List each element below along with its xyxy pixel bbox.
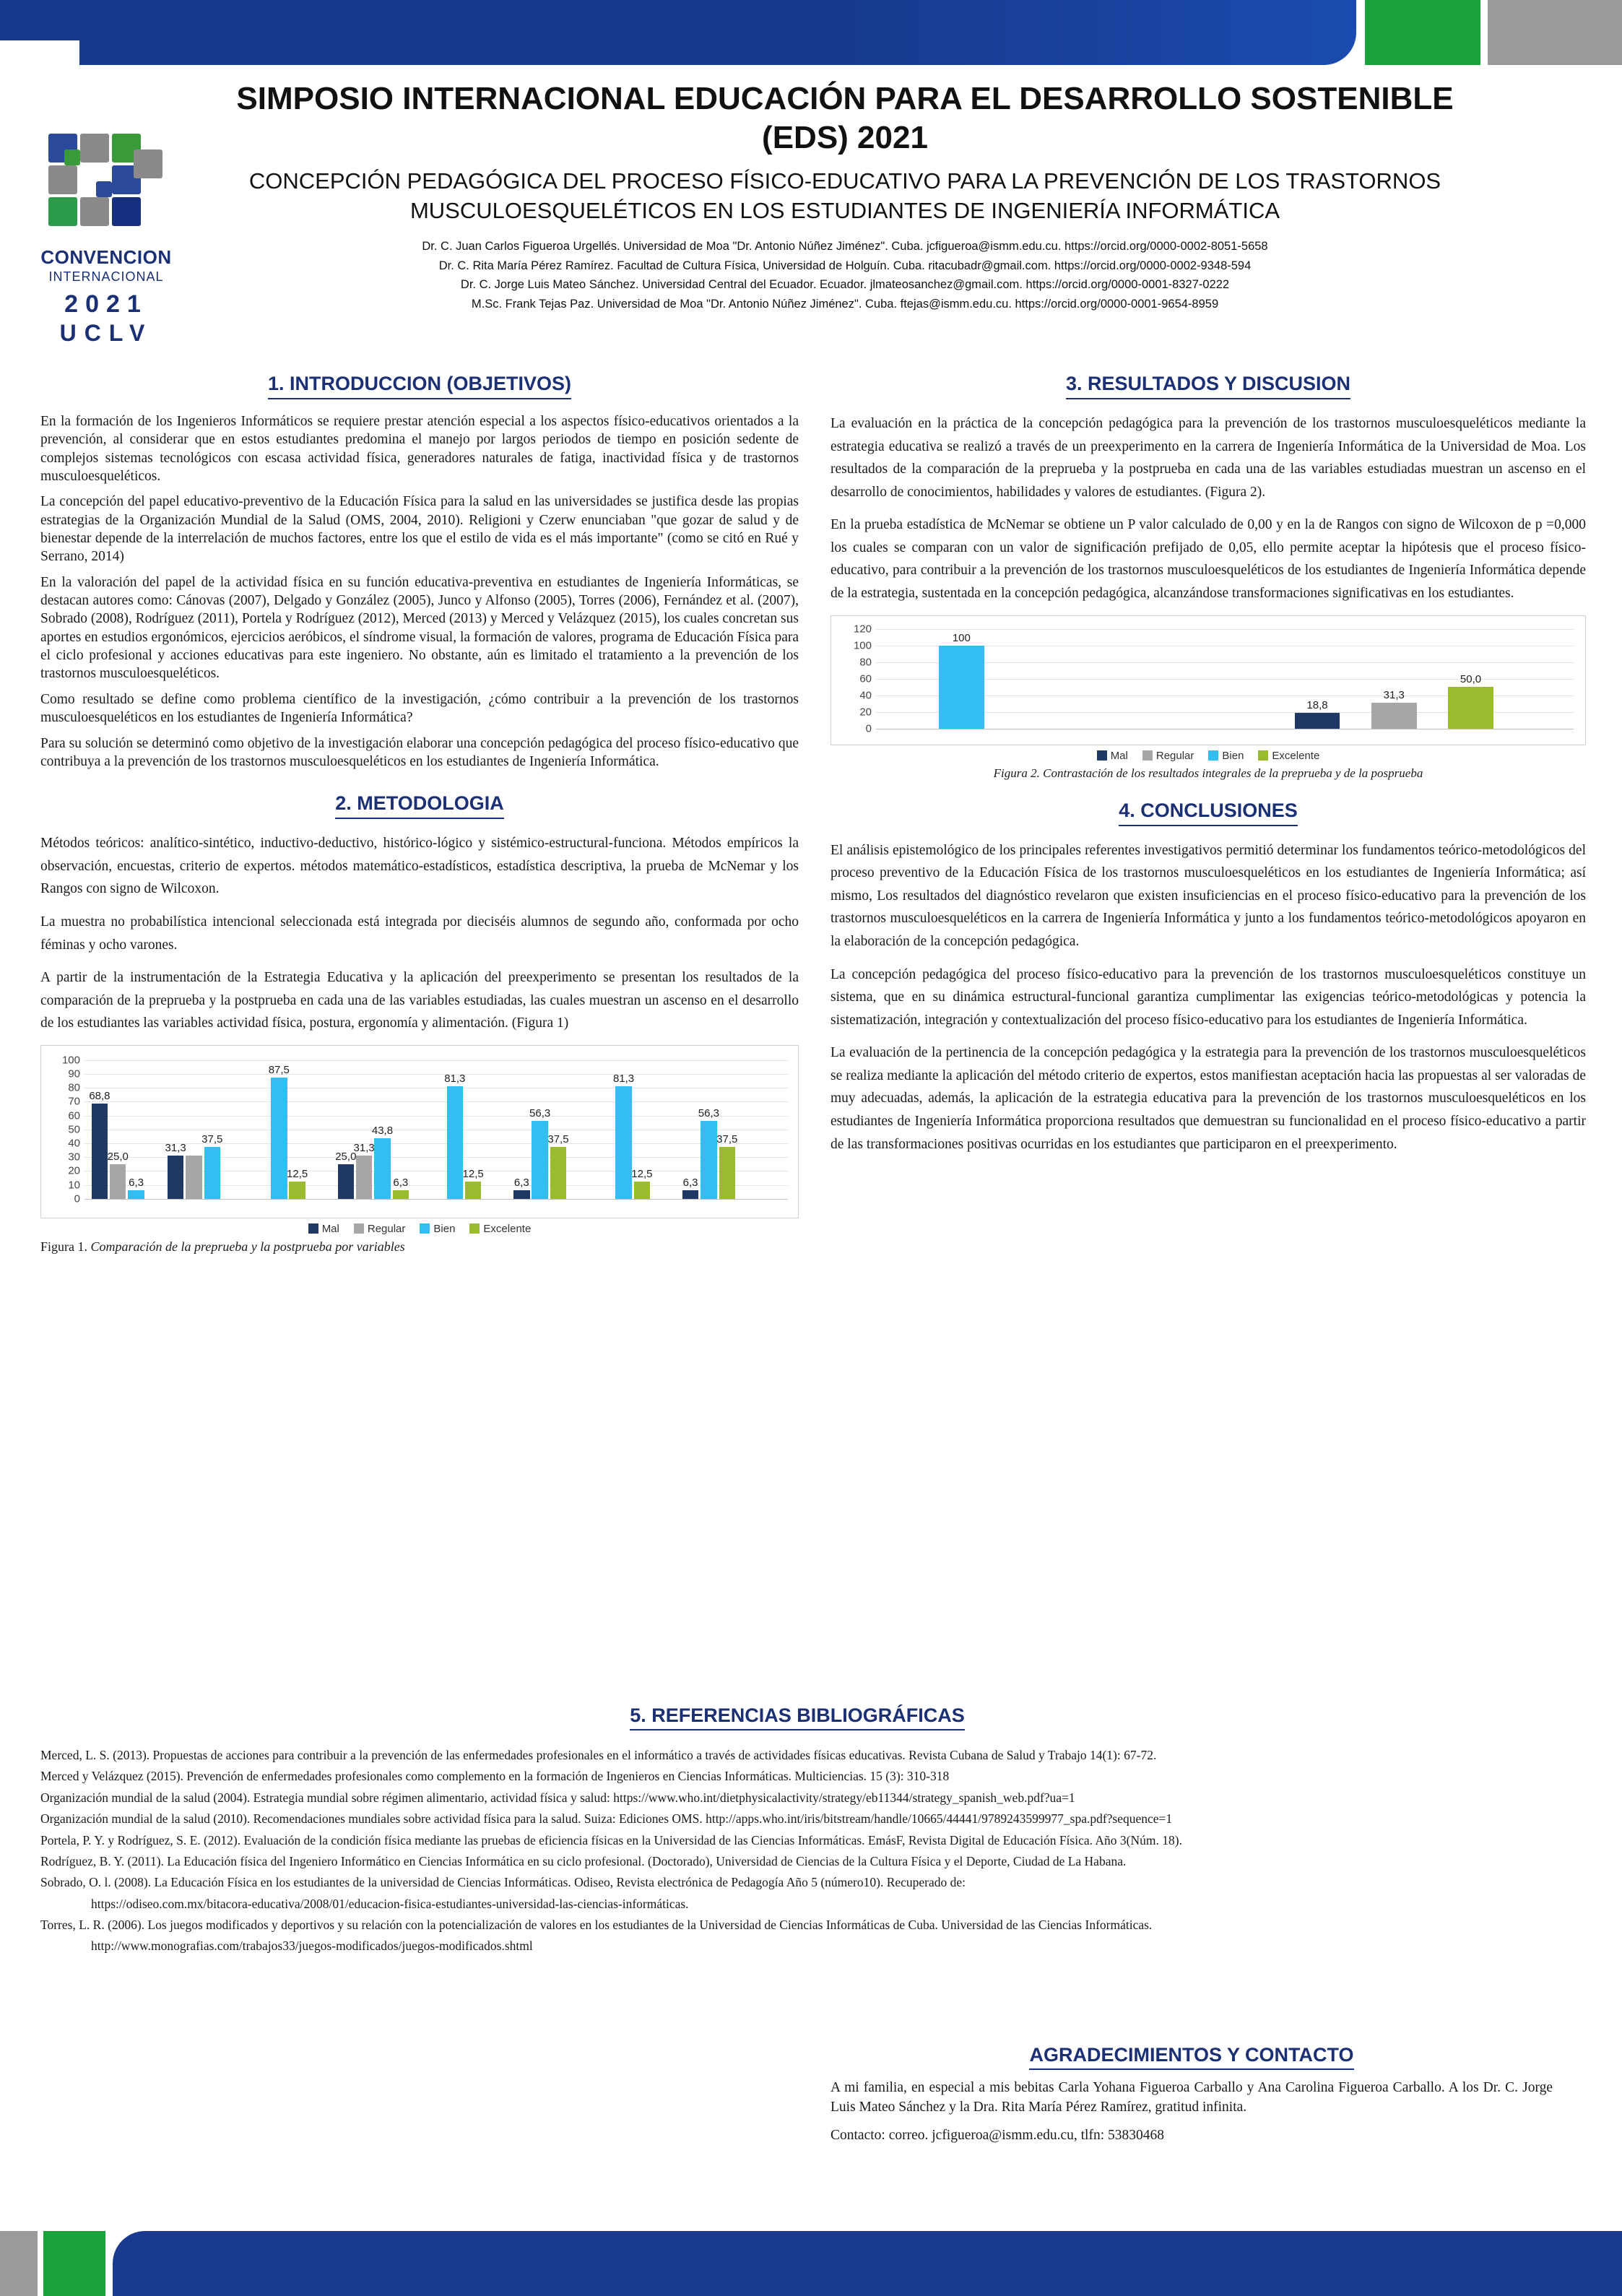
figure-1-caption-text: Comparación de la preprueba y la postprueba por variables [90,1239,405,1254]
y-tick-label: 100 [61,1054,80,1067]
chart-figura1-plot [61,1054,788,1205]
y-tick-label: 0 [865,722,872,735]
legend-swatch-icon [1258,750,1268,761]
left-column [40,373,799,1255]
legend-label: Mal [1110,749,1128,762]
bar-bien [529,1106,551,1199]
legend-swatch-icon [1142,750,1153,761]
bar-value-label: 25,0 [107,1150,129,1163]
section-heading-conclusiones: 4. CONCLUSIONES [1119,800,1298,826]
legend-label: Regular [367,1222,406,1235]
author-list [173,237,1517,314]
y-tick-label: 0 [74,1192,80,1205]
figure-1 [40,1045,799,1255]
legend-item-excelente [1258,750,1319,762]
reference-item-url[interactable]: http://www.monografias.com/trabajos33/juegos-modificados/juegos-modificados.shtml [91,1938,533,1954]
bar-excelente [547,1132,569,1199]
bottom-blue-banner [113,2231,1622,2296]
legend-item-regular [354,1223,406,1235]
chart-figura1 [40,1045,799,1218]
bar-value-label: 12,5 [631,1167,653,1180]
bar-mal [513,1176,529,1199]
author-line: Dr. C. Rita María Pérez Ramírez. Facultad de Cultura Física, Universidad de Holguín. Cuba. ritacubadr@gmail.com. https://orcid.org/0000-0002-9348-594 [438,259,1252,272]
section-resultados-header-wrap [830,373,1586,412]
reference-item: Organización mundial de la salud (2004). Estrategia mundial sobre régimen alimentario, actividad física y salud: https://www.who.int/dietphysicalactivity/strategy/eb11344/strategy_spanish_web.pdf?ua=1 [40,1790,1075,1805]
bar-excelente [716,1132,738,1199]
bar-value-label: 81,3 [444,1072,466,1085]
references-section [40,1704,1554,1959]
bar-excelente [287,1167,308,1199]
y-tick-label: 70 [68,1095,80,1108]
bar-value-label: 6,3 [682,1176,698,1189]
title-line-2: (EDS) 2021 [762,119,928,155]
legend-item-mal [308,1223,339,1235]
chart-figura1-legend [40,1223,799,1235]
bar-regular [1371,688,1417,729]
metodologia-paragraph: La muestra no probabilística intencional seleccionada está integrada por dieciséis alumnos de segundo año, conformada por ocho féminas y ocho varones. [40,914,799,953]
section-heading-agradecimientos: AGRADECIMIENTOS Y CONTACTO [1029,2044,1353,2070]
intro-paragraph: La concepción del papel educativo-preventivo de la Educación Física para la salud en las universidades se justifica desde las propias estrategias de la Organización Mundial de la Salud (OMS, 2004, 2010). Religioni y Czerw enunciaban "que gozar de salud y de bienestar depende de la interrelación de muchos factores, entre los que el estilo de vida es el más importante" (como se citó en Rué y Serrano, 2014) [40,494,799,565]
bar-value-label: 87,5 [268,1063,290,1076]
logo-line-4: UCLV [59,320,153,346]
bar-excelente [631,1167,653,1199]
intro-paragraph: Para su solución se determinó como objetivo de la investigación elaborar una concepción pedagógica del proceso físico-educativo que contribuya a la prevención de los trastornos musculoesqueléticos en los estudiantes de Ingeniería Informática. [40,735,799,769]
y-tick-label: 80 [68,1081,80,1094]
y-tick-label: 10 [68,1179,80,1192]
bar-bien [201,1132,223,1199]
author-line: Dr. C. Juan Carlos Figueroa Urgellés. Universidad de Moa "Dr. Antonio Núñez Jiménez". Cuba. jcfigueroa@ismm.edu.cu. https://orcid.org/0000-0002-8051-5658 [422,239,1268,253]
bar-value-label: 100 [952,631,971,644]
bar-mal [165,1141,186,1199]
contact-line: Contacto: correo. jcfigueroa@ismm.edu.cu, tlfn: 53830468 [830,2127,1165,2143]
reference-item-url[interactable]: https://odiseo.com.mx/bitacora-educativa/2008/01/educacion-fisica-estudiantes-universidad-las-ciencias-informáticas. [91,1896,689,1911]
bar-bien [444,1072,466,1199]
resultados-paragraph: En la prueba estadística de McNemar se obtiene un P valor calculado de 0,00 y en la de Rangos con signo de Wilcoxon de p =0,000 los cuales se comparan con un valor de significación prefijado de 0,05, ello permite aceptar la hipótesis que el proceso físico-educativo, para contribuir a la prevención de los trastornos musculoesqueléticos de los estudiantes de Ingeniería Informática depende de la estrategia, sustentada en la concepción pedagógica, alcanzándose transformaciones significativas en los estudiantes. [830,517,1586,602]
figure-2 [830,615,1586,781]
bar-value-label: 18,8 [1306,698,1328,711]
section-heading-resultados: 3. RESULTADOS Y DISCUSION [1066,373,1350,399]
bar-value-label: 43,8 [371,1124,394,1137]
logo-mosaic-icon [48,134,164,242]
title-line-1: SIMPOSIO INTERNACIONAL EDUCACIÓN PARA EL DESARROLLO SOSTENIBLE [236,81,1454,116]
intro-paragraph: En la formación de los Ingenieros Informáticos se requiere prestar atención especial a los aspectos físico-educativos orientados a la prevención, al considerar que en estos estudiantes predomina el manejo por largos periodos de tiempo en posición sedente de complejos sistemas tecnológicos con escasa actividad física, generadores naturales de fatiga, inactividad física y de trastornos musculoesqueléticos. [40,414,799,485]
bottom-green-block [43,2231,105,2296]
legend-swatch-icon [1208,750,1218,761]
bar-value-label: 6,3 [393,1176,409,1189]
bar-regular [186,1156,201,1199]
chart-figura2-legend [830,750,1586,762]
top-green-block [1365,0,1480,65]
section-heading-referencias: 5. REFERENCIAS BIBLIOGRÁFICAS [630,1704,965,1730]
reference-item: Sobrado, O. l. (2008). La Educación Física en los estudiantes de la universidad de Ciencias Informáticas. Odiseo, Revista electrónica de Pedagogía Año 5 (número10). Recuperado de: [40,1875,966,1890]
y-tick-label: 90 [68,1067,80,1080]
bar-excelente [462,1167,484,1199]
conclusiones-paragraph: La concepción pedagógica del proceso físico-educativo para la prevención de los trastornos musculoesqueléticos constituye un sistema, que en su dinámica estructural-funcional garantiza cumplimentar las exigencias teórico-metodológicas y potencia la sistematización, integración y contextualización del proceso físico-educativo para los estudiantes de Ingeniería Informática. [830,966,1586,1028]
bar-value-label: 37,5 [547,1132,569,1145]
bar-bien [612,1072,635,1199]
acknowledgements-section [830,2044,1553,2146]
page-title [173,79,1517,157]
logo-line-3: 2021 [64,290,148,318]
page-subtitle [173,167,1517,225]
intro-paragraph: Como resultado se define como problema científico de la investigación, ¿cómo contribuir a la prevención de los trastornos musculoesqueléticos en los estudiantes de Ingeniería Informática? [40,691,799,726]
section-intro-header-wrap [40,373,799,412]
bar-mal [89,1089,110,1199]
y-tick-label: 100 [853,639,872,652]
legend-label: Mal [321,1222,339,1235]
acknowledgements-header-wrap [830,2044,1553,2070]
right-column [830,373,1586,1166]
bar-value-label: 50,0 [1460,673,1482,686]
bar-bien [128,1176,144,1199]
reference-item: Merced y Velázquez (2015). Prevención de enfermedades profesionales como complemento en la formación de Ingenieros en Ciencias Informáticas. Multiciencias. 15 (3): 310-318 [40,1769,950,1784]
reference-item: Organización mundial de la salud (2010). Recomendaciones mundiales sobre actividad física para la salud. Suiza: Ediciones OMS. http://apps.who.int/iris/bitstream/handle/10665/44441/9789243599977_spa.pdf?sequence=1 [40,1811,1173,1827]
y-tick-label: 120 [853,623,872,636]
legend-label: Excelente [483,1222,532,1235]
bar-bien [698,1106,720,1199]
legend-item-bien [1208,750,1244,762]
legend-item-mal [1097,750,1128,762]
bar-value-label: 56,3 [529,1106,551,1119]
y-tick-label: 20 [859,706,872,719]
reference-item: Merced, L. S. (2013). Propuestas de acciones para contribuir a la prevención de las enfermedades profesionales en el informático a través de actividades físicas educativas. Revista Cubana de Salud y Trabajo 14(1): 67-72. [40,1748,1157,1762]
section-metodologia-header-wrap [40,792,799,832]
reference-item: Rodríguez, B. Y. (2011). La Educación física del Ingeniero Informático en Ciencias Informática en su ciclo profesional. (Doctorado), Universidad de Ciencias de la Cultura Física y el Deporte, Ciudad de La Habana. [40,1853,1127,1868]
legend-label: Regular [1155,749,1194,762]
legend-item-bien [420,1223,455,1235]
bar-regular [353,1141,375,1199]
bar-bien [371,1124,394,1199]
y-tick-label: 20 [68,1164,80,1177]
conclusiones-paragraph: El análisis epistemológico de los principales referentes investigativos permitió determinar los fundamentos teórico-metodológicos del proceso preventivo de la Educación Física de los trastornos musculoesqueléticos en los estudiantes de Ingeniería Informática; así mismo, Los resultados del diagnóstico revelaron que existen insuficiencias en el proceso físico-educativo para la prevención de los trastornos musculoesqueléticos en la carrera de Ingeniería Informática y junto a los fundamentos teórico-metodológicos apoyaron en la elaboración de la concepción pedagógica. [830,842,1586,949]
bar-value-label: 56,3 [698,1106,720,1119]
bar-value-label: 25,0 [335,1150,357,1163]
reference-item: Portela, P. Y. y Rodríguez, S. E. (2012). Evaluación de la condición física mediante las pruebas de eficiencia físicas en la Universidad de las Ciencias Informáticas. EmásF, Revista Digital de Educación Física. Año 3(Núm. 18). [40,1832,1182,1847]
subtitle-line-1: CONCEPCIÓN PEDAGÓGICA DEL PROCESO FÍSICO-EDUCATIVO PARA LA PREVENCIÓN DE LOS TRASTORNOS [248,168,1441,194]
bar-mal [682,1176,698,1199]
references-list [40,1746,1554,1956]
intro-paragraph: En la valoración del papel de la actividad física en su función educativa-preventiva en estudiantes de Ingeniería Informáticas, se destacan autores como: Cánovas (2007), Delgado y González (2005), Junco y Alfonso (2005), Torres (2006), Fernández et al. (2007), Sobrado (2008), Rodríguez (2011), Portela y Rodríguez (2012), Merced (2013) y Merced y Velázquez (2015), los cuales concretan sus aportes en estudios ergonómicos, ejercicios aeróbicos, el síndrome visual, la formación de valores, programa de Educación Física para el ciclo profesional y acciones educativas para este ingeniero. No obstante, aún es limitado el tratamiento a la prevención de los trastornos musculoesqueléticos. [40,574,799,682]
author-line: M.Sc. Frank Tejas Paz. Universidad de Moa "Dr. Antonio Núñez Jiménez". Cuba. ftejas@ismm.edu.cu. https://orcid.org/0000-0001-9654-8959 [471,298,1219,311]
bar-value-label: 37,5 [201,1132,223,1145]
top-gray-block [1488,0,1622,65]
resultados-paragraph: La evaluación en la práctica de la concepción pedagógica para la prevención de los trastornos musculoesqueléticos mediante la estrategia educativa se realizó a través de un preexperimento en la carrera de Ingeniería Informática de la Universidad de Moa. Los resultados de la comparación de la preprueba y la postprueba en cada una de las variables estudiadas muestran un ascenso en el desarrollo de conocimientos, habilidades y valores de estudiantes. (Figura 2). [830,416,1586,500]
metodologia-paragraph: A partir de la instrumentación de la Estrategia Educativa y la aplicación del preexperimento se presentan los resultados de la comparación de la preprueba y la postprueba en cada una de las variables estudiadas, las cuales muestran un ascenso en el desarrollo de los estudiantes las variables actividad física, postura, ergonomía y alimentación. (Figura 1) [40,970,799,1031]
legend-swatch-icon [1097,750,1107,761]
chart-figura2 [830,615,1586,745]
section-heading-introduccion: 1. INTRODUCCION (OBJETIVOS) [268,373,571,399]
y-tick-label: 50 [68,1123,80,1136]
bar-value-label: 81,3 [612,1072,635,1085]
reference-item: Torres, L. R. (2006). Los juegos modificados y deportivos y su relación con la potencialización de valores en los estudiantes de la Universidad de Ciencias Informáticas de Cuba. Universidad de las Ciencias Informáticas. [40,1918,1153,1932]
y-tick-label: 40 [68,1137,80,1150]
bar-value-label: 31,3 [353,1141,375,1154]
legend-label: Bien [433,1222,456,1235]
section-heading-metodologia: 2. METODOLOGIA [335,792,504,819]
bar-value-label: 12,5 [462,1167,484,1180]
top-white-notch [0,40,79,65]
poster-header [173,79,1517,314]
y-tick-label: 60 [859,672,872,685]
subtitle-line-2: MUSCULOESQUELÉTICOS EN LOS ESTUDIANTES DE INGENIERÍA INFORMÁTICA [409,197,1280,223]
y-tick-label: 60 [68,1109,80,1122]
acknowledgements-paragraph: A mi familia, en especial a mis bebitas Carla Yohana Figueroa Carballo y Ana Carolina Figueroa Carballo. A los Dr. C. Jorge Luis Mateo Sánchez y la Dra. Rita María Pérez Ramírez, gratitud infinita. [830,2080,1553,2115]
metodologia-paragraph: Métodos teóricos: analítico-sintético, inductivo-deductivo, histórico-lógico y sistémico-estructural-funciona. Métodos empíricos la observación, encuestas, criterio de expertos. métodos matemático-estadísticos, estadística descriptiva, la prueba de McNemar y los Rangos con signo de Wilcoxon. [40,836,799,897]
legend-swatch-icon [420,1223,430,1234]
section-conclusiones-header-wrap [830,800,1586,839]
y-tick-label: 30 [68,1151,80,1164]
bar-excelente [1448,673,1493,729]
bar-value-label: 68,8 [89,1089,110,1102]
convention-logo [27,134,185,358]
figure-1-caption [40,1239,799,1255]
logo-line-2: INTERNACIONAL [48,269,164,284]
bar-mal [335,1150,357,1199]
bar-value-label: 31,3 [165,1141,186,1154]
legend-swatch-icon [469,1223,480,1234]
bar-value-label: 6,3 [129,1176,144,1189]
y-tick-label: 40 [859,689,872,702]
legend-swatch-icon [354,1223,364,1234]
bar-value-label: 12,5 [287,1167,308,1180]
figure-2-caption: Figura 2. Contrastación de los resultados integrales de la preprueba y de la posprueba [993,766,1423,780]
legend-label: Bien [1222,749,1244,762]
bar-bien [939,631,984,729]
bar-excelente [393,1176,409,1199]
legend-swatch-icon [308,1223,318,1234]
bar-regular [107,1150,129,1199]
bar-bien [268,1063,290,1199]
bar-value-label: 37,5 [716,1132,738,1145]
y-tick-label: 80 [859,656,872,669]
legend-item-excelente [469,1223,531,1235]
legend-label: Excelente [1272,749,1320,762]
logo-line-1: CONVENCION [40,246,172,268]
bottom-gray-block [0,2231,38,2296]
top-blue-banner [0,0,1356,65]
chart-figura2-plot [853,623,1574,735]
bar-mal [1295,698,1340,729]
references-header-wrap [40,1704,1554,1730]
bar-value-label: 31,3 [1383,688,1405,701]
legend-item-regular [1142,750,1194,762]
figure-1-caption-prefix: Figura 1. [40,1239,91,1254]
conclusiones-paragraph: La evaluación de la pertinencia de la concepción pedagógica y la estrategia para la prevención de los trastornos musculoesqueléticos se realiza mediante la aplicación del método criterio de expertos, estos manifiestan aceptación hacia las propuestas al ser valoradas de muy adecuadas, además, la aplicación de la estrategia educativa para la prevención de los trastornos musculoesqueléticos en los estudiantes de Ingeniería Informática proporciona resultados que demuestran su funcionalidad en el proceso físico-educativo a partir de las transformaciones positivas ocurridas en los estudiantes que participaron en el preexperimento. [830,1045,1586,1152]
author-line: Dr. C. Jorge Luis Mateo Sánchez. Universidad Central del Ecuador. Ecuador. jlmateosanchez@gmail.com. https://orcid.org/0000-0001-8327-0222 [460,278,1230,292]
bar-value-label: 6,3 [513,1176,529,1189]
